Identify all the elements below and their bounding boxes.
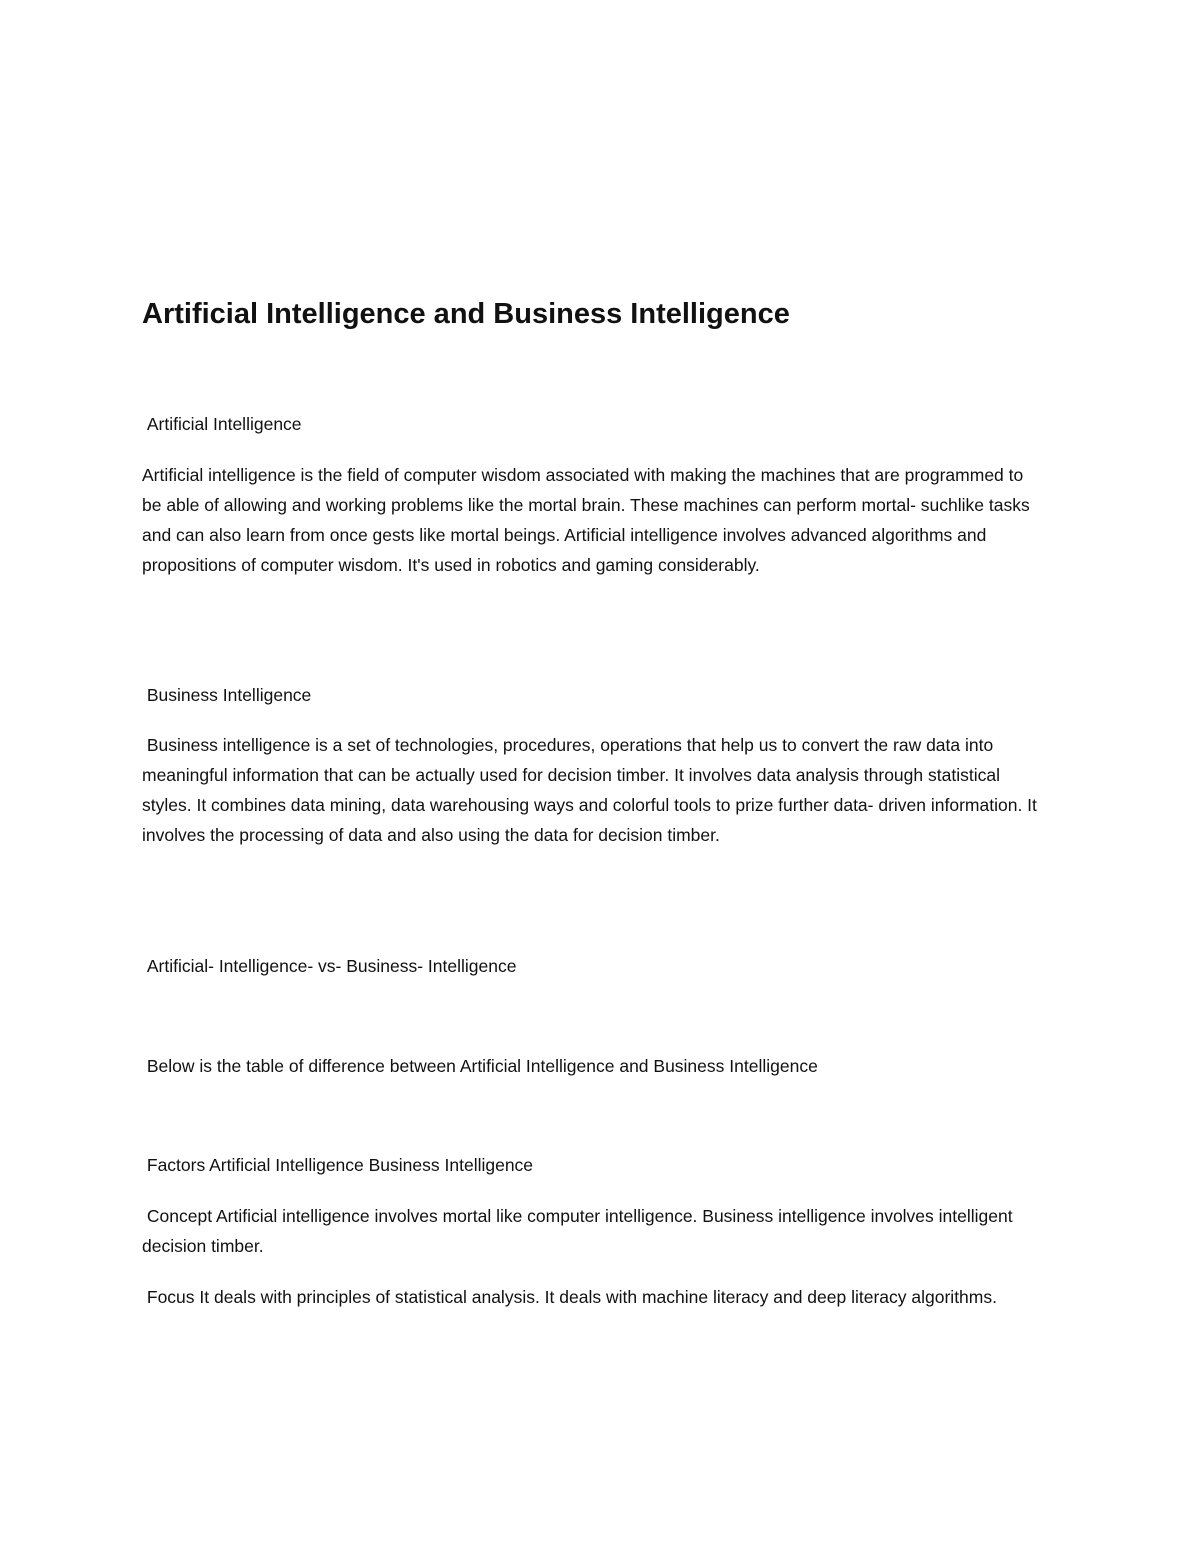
table-header-row: Factors Artificial Intelligence Business Intelligence (142, 1155, 534, 1175)
bi-heading: Business Intelligence (142, 685, 312, 705)
ai-paragraph: Artificial intelligence is the field of computer wisdom associated with making the machines that are programmed to be able of allowing and working problems like the mortal brain. These machines can perform mortal- suchlike tasks and can also learn from once gests like mortal beings. Artificial intelligence involves advanced algorithms and propositions of computer wisdom. It's used in robotics and gaming considerably. (142, 465, 1035, 575)
document-title: Artificial Intelligence and Business Intelligence (142, 298, 790, 330)
table-intro: Below is the table of difference between Artificial Intelligence and Business Intelligence (142, 1056, 818, 1076)
concept-row: Concept Artificial intelligence involves mortal like computer intelligence. Business intelligence involves intelligent decision timber. (142, 1206, 1018, 1256)
ai-heading: Artificial Intelligence (142, 414, 302, 434)
vs-heading: Artificial- Intelligence- vs- Business- Intelligence (142, 956, 517, 976)
bi-paragraph: Business intelligence is a set of technologies, procedures, operations that help us to convert the raw data into meaningful information that can be actually used for decision timber. It involves data analysis through statistical styles. It combines data mining, data warehousing ways and colorful tools to prize further data- driven information. It involves the processing of data and also using the data for decision timber. (142, 735, 1042, 845)
focus-row: Focus It deals with principles of statistical analysis. It deals with machine literacy and deep literacy algorithms. (142, 1287, 997, 1307)
